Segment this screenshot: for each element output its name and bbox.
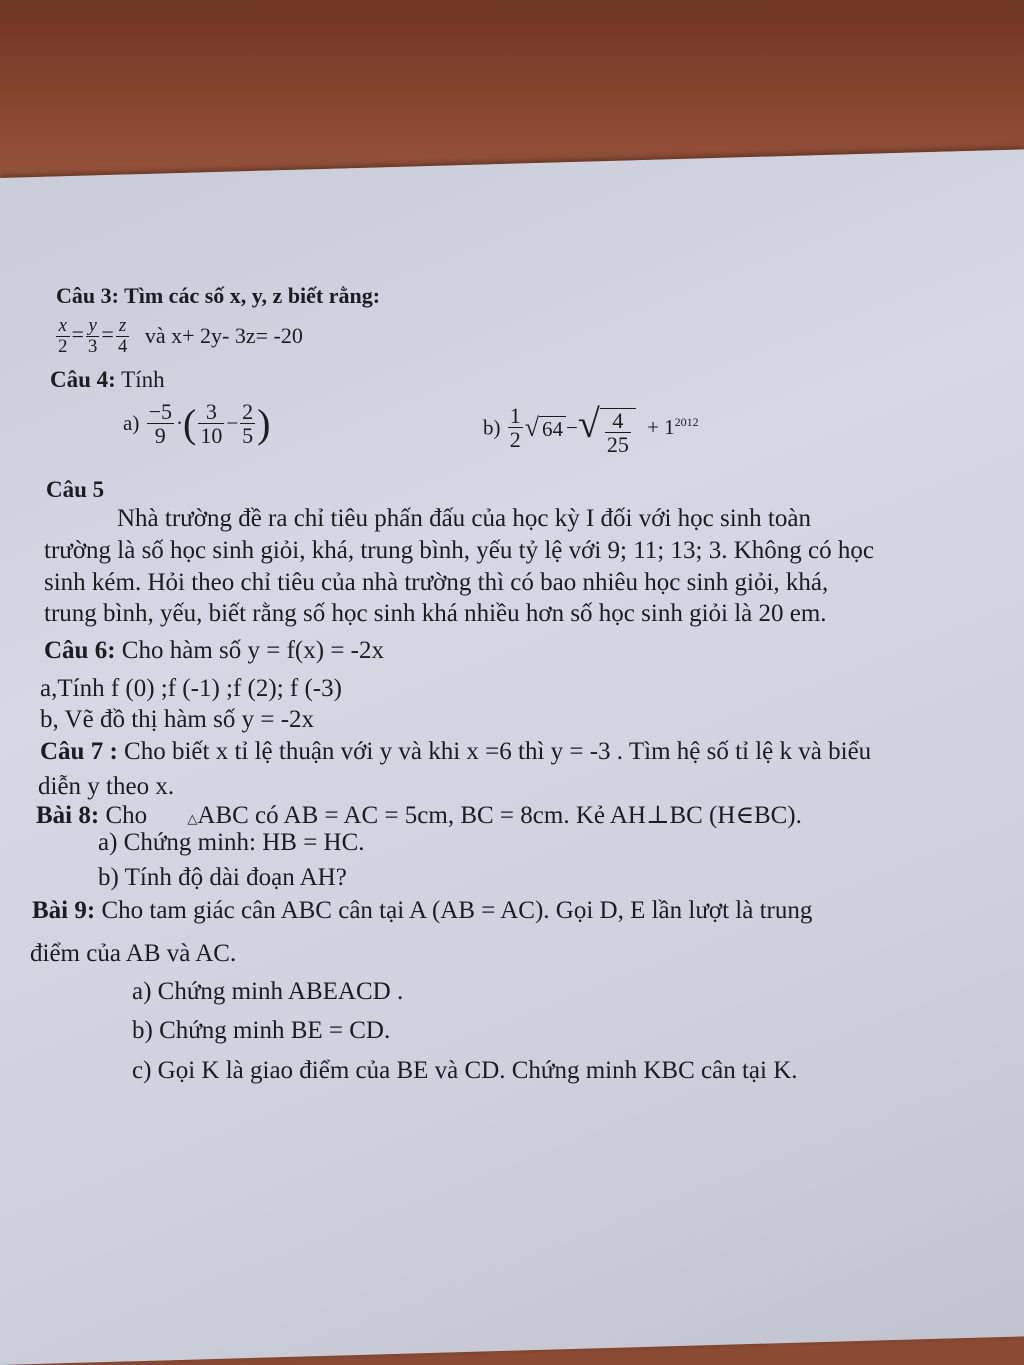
q3-condition: và x+ 2y- 3z= -20 [144,323,303,349]
q3-fraction-x: $\frac{x}{2}$ [58,315,68,357]
q4-b-label: b) [483,415,501,440]
q3-equation [54,316,303,357]
q6-heading [44,637,384,665]
q6-part-a: a,Tính f (0) ;f (-1) ;f (2); f (-3) [40,675,342,702]
q7-line-2: diễn y theo x. [38,773,175,800]
q3-fraction-y: $\frac{y}{3}$ [87,315,98,357]
q4-part-a: a) $\frac{-5}{9}$ ·( $\frac{3}{10}$ − $\frac{2}{5}$ ) [123,399,271,449]
q8-part-a: a) Chứng minh: HB = HC. [98,829,365,856]
q9-line-1: Cho tam giác cân ABC cân tại A (AB = AC). Gọi D, E lần lượt là trung [101,897,813,924]
q8-part-b: b) Tính độ dài đoạn AH? [98,864,347,891]
q4-title: Câu 4: [50,367,116,392]
q4-b-sqrt-fraction: √ $\frac{4}{25}$ [578,400,636,456]
q4-a-fraction-1: $\frac{-5}{9}$ [148,399,172,449]
q4-b-minus: − [566,415,578,440]
q4-b-fraction: $\frac{1}{2}$ [509,403,521,453]
q4-prompt: Tính [121,367,165,392]
q7-title: Câu 7 : [40,738,118,765]
q6-part-b: b, Vẽ đồ thị hàm số y = -2x [40,706,315,733]
q8-heading [36,800,802,830]
q3-fraction-z: $\frac{z}{4}$ [117,315,128,357]
q6-prompt: Cho hàm số y = f(x) = -2x [121,637,384,664]
triangle-icon: △ [187,811,198,826]
q4-b-power: + $1^{2012}$ [647,415,699,440]
q5-line-2: trường là số học sinh giỏi, khá, trung bình, yếu tỷ lệ với 9; 11; 13; 3. Không có học [44,537,874,564]
q8-title: Bài 8: [36,802,100,829]
q3-prompt: Tìm các số x, y, z biết rằng: [124,283,381,308]
q5-line-4: trung bình, yếu, biết rằng số học sinh khá nhiều hơn số học sinh giỏi là 20 em. [44,600,827,627]
q4-a-fraction-2: $\frac{3}{10}$ [200,399,223,449]
q9-title: Bài 9: [32,897,96,924]
q3-heading [56,283,380,309]
q6-title: Câu 6: [44,637,116,664]
q4-part-b [483,400,699,456]
q4-a-minus: − [226,411,239,436]
q5-line-3: sinh kém. Hỏi theo chỉ tiêu của nhà trường thì có bao nhiêu học sinh giỏi, khá, [44,569,829,596]
q9-line-2: điểm của AB và AC. [30,940,237,967]
q8-prompt: Cho [105,802,148,829]
q9-part-b: b) Chứng minh BE = CD. [132,1017,391,1044]
q9-heading [32,897,812,925]
q9-part-c: c) Gọi K là giao điểm của BE và CD. Chứng minh KBC cân tại K. [132,1057,798,1084]
q3-title: Câu 3: [56,283,119,308]
q7-line-1: Cho biết x tỉ lệ thuận với y và khi x =6 thì y = -3 . Tìm hệ số tỉ lệ k và biểu [124,738,872,765]
q4-heading [50,367,165,393]
q4-a-dot: · [176,411,183,436]
q9-part-a: a) Chứng minh ABEACD . [132,978,404,1005]
q7-heading [40,738,871,766]
q8-statement: ABC có AB = AC = 5cm, BC = 8cm. Kẻ AH⊥BC (H∈BC). [197,802,802,829]
q4-a-label: a) [123,411,140,436]
q5-title: Câu 5 [46,477,105,502]
q4-b-sqrt-64: √ 64 [525,413,566,443]
q3-equals: = [71,321,84,347]
q4-a-fraction-3: $\frac{2}{5}$ [242,399,254,449]
q5-line-1: Nhà trường đề ra chỉ tiêu phấn đấu của học kỳ I đối với học sinh toàn [117,505,811,532]
q3-equals: = [101,321,114,347]
